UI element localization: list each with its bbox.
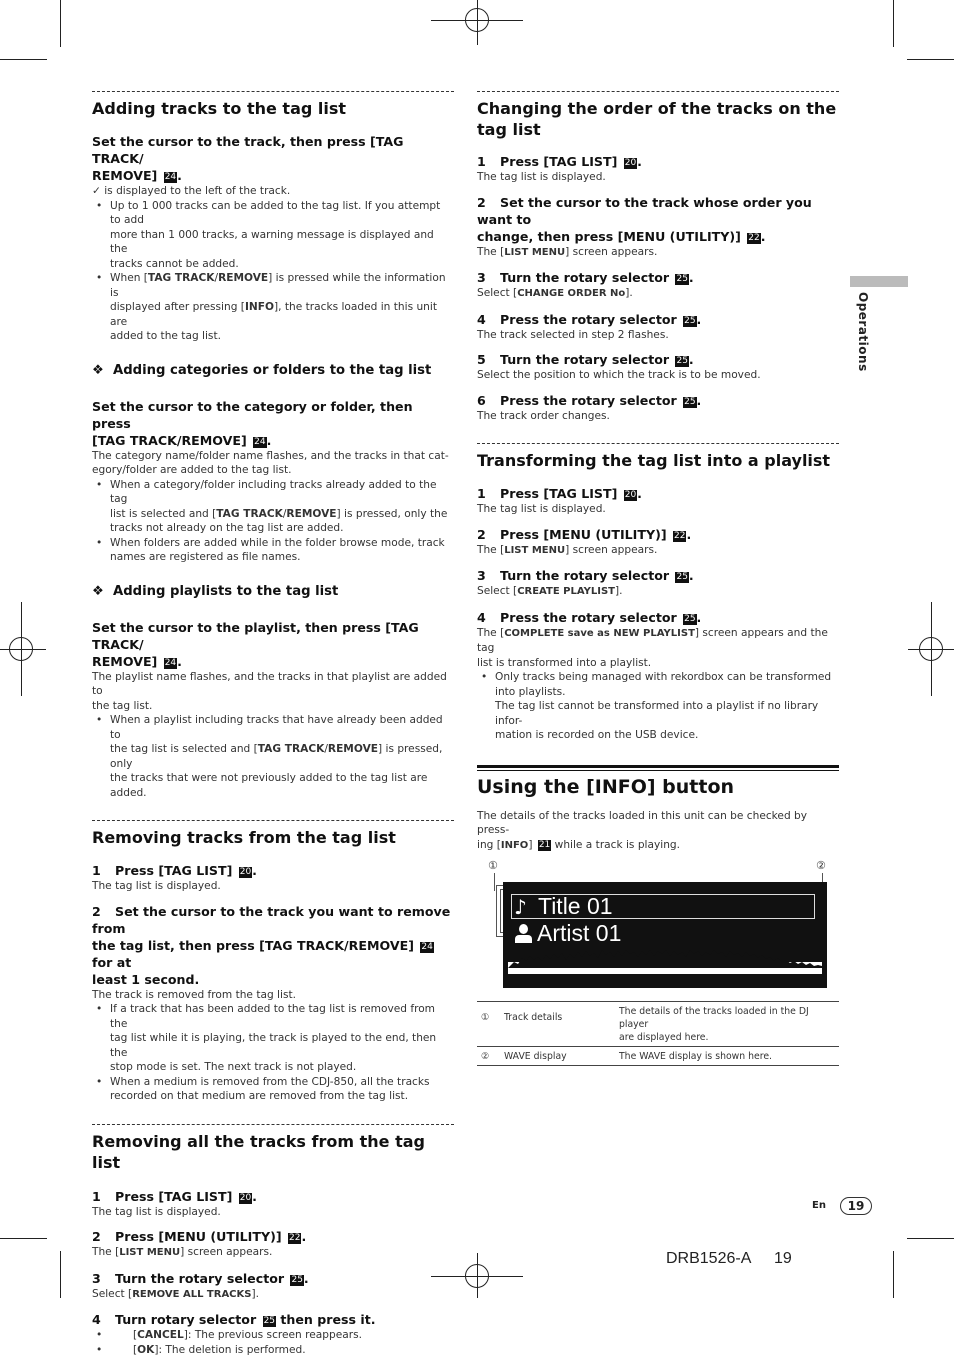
step: 3 Turn the rotary selector 25.	[477, 567, 839, 584]
step-result: The [LIST MENU] screen appears.	[477, 245, 839, 261]
page-number-badge: 19	[840, 1197, 872, 1215]
doc-page: 19	[774, 1250, 792, 1268]
bullet-item: • When [TAG TRACK/REMOVE] is pressed while the information is displayed after pressing [INFO], the tracks loaded in this unit are added to the tag list.	[92, 271, 454, 344]
step: 1 Press [TAG LIST] 20.	[477, 485, 839, 502]
bullet-item: • When a medium is removed from the CDJ-850, all the tracks recorded on that medium are removed from the tag list.	[92, 1075, 454, 1104]
legend-table	[477, 1001, 839, 1066]
subsection-heading: ❖ Adding categories or folders to the tag list	[92, 362, 454, 379]
callout-2: ②	[816, 859, 826, 872]
ref-number: 24	[253, 437, 266, 448]
wave-display	[508, 948, 822, 974]
step: 4 Turn rotary selector 25 then press it.	[92, 1311, 454, 1328]
display-title: Title 01	[538, 893, 613, 920]
step-result: Select [CHANGE ORDER No].	[477, 286, 839, 302]
ref-number: 22	[747, 233, 760, 244]
subsection-heading: ❖ Adding playlists to the tag list	[92, 583, 454, 600]
table-row: ① Track details The details of the tracks loaded in the DJ player are displayed here.	[477, 1002, 839, 1047]
step-result: Select [REMOVE ALL TRACKS].	[92, 1287, 454, 1303]
bullet-item: • When folders are added while in the folder browse mode, track names are registered as file names.	[92, 536, 454, 565]
person-icon	[513, 923, 537, 945]
step-result: The tag list is displayed.	[477, 502, 839, 517]
language-label: En	[812, 1200, 826, 1211]
ref-number: 22	[288, 1233, 301, 1244]
crop-mark	[60, 0, 61, 47]
step-result: The tag list is displayed.	[92, 1205, 454, 1220]
step: 1 Press [TAG LIST] 20.	[477, 153, 839, 170]
bullet-item: • When a category/folder including tracks already added to the tag list is selected and [TAG TRACK/REMOVE] is pressed, only the tracks not already on the tag list are added.	[92, 478, 454, 536]
crop-mark	[60, 1251, 61, 1298]
step-result: The track is removed from the tag list.	[92, 988, 454, 1003]
ref-number: 25	[675, 274, 688, 285]
right-column	[477, 86, 839, 1066]
crop-mark	[907, 59, 954, 60]
bullet-item: • [OK]: The deletion is performed.	[92, 1343, 454, 1357]
step-result: The tag list is displayed.	[477, 170, 839, 185]
step-result: Select [CREATE PLAYLIST].	[477, 584, 839, 600]
bullet-item: • Only tracks being managed with rekordbox can be transformed into playlists. The tag list cannot be transformed into a playlist if no library infor- mation is recorded on the USB device.	[477, 670, 839, 743]
side-tab-label: Operations	[856, 292, 870, 372]
step-result: The track selected in step 2 flashes.	[477, 328, 839, 343]
step-result: The tag list is displayed.	[92, 879, 454, 894]
crop-mark	[893, 0, 894, 47]
step: 2 Press [MENU (UTILITY)] 22.	[477, 526, 839, 543]
step: 2 Set the cursor to the track you want to remove from the tag list, then press [TAG TRACK/REMOVE] 24 for at least 1 second.	[92, 903, 454, 988]
music-note-icon: ♪	[514, 897, 538, 917]
instruction: Set the cursor to the track, then press [TAG TRACK/ REMOVE] 24.	[92, 133, 454, 184]
ref-number: 22	[673, 531, 686, 542]
display-artist: Artist 01	[537, 920, 621, 947]
section-heading: Using the [INFO] button	[477, 775, 839, 799]
ref-number: 25	[290, 1275, 303, 1286]
step: 6 Press the rotary selector 25.	[477, 392, 839, 409]
step: 1 Press [TAG LIST] 20.	[92, 1188, 454, 1205]
body-text: The category name/folder name flashes, and the tracks in that cat- egory/folder are added to the tag list.	[92, 449, 454, 478]
info-display-figure	[477, 859, 839, 991]
crop-mark	[907, 1238, 954, 1239]
ref-number: 25	[263, 1316, 276, 1327]
ref-number: 25	[683, 316, 696, 327]
instruction: Set the cursor to the category or folder, then press [TAG TRACK/REMOVE] 24.	[92, 398, 454, 449]
step-result: The [COMPLETE save as NEW PLAYLIST] screen appears and the tag list is transformed into a playlist.	[477, 626, 839, 671]
section-heading: Removing tracks from the tag list	[92, 821, 454, 848]
ref-number: 25	[675, 572, 688, 583]
bullet-item: • Up to 1 000 tracks can be added to the tag list. If you attempt to add more than 1 000 tracks, a warning message is displayed and the tracks cannot be added.	[92, 199, 454, 272]
ref-number: 24	[164, 658, 177, 669]
ref-number: 20	[239, 1193, 252, 1204]
ref-number: 20	[624, 158, 637, 169]
doc-code: DRB1526-A	[666, 1250, 751, 1268]
crop-mark	[0, 1238, 47, 1239]
body-text: ✓ is displayed to the left of the track.	[92, 184, 454, 199]
callout-1: ①	[488, 859, 498, 872]
ref-number: 24	[164, 172, 177, 183]
crop-mark	[0, 59, 47, 60]
step: 1 Press [TAG LIST] 20.	[92, 862, 454, 879]
step: 4 Press the rotary selector 25.	[477, 609, 839, 626]
section-heading: Changing the order of the tracks on the tag list	[477, 92, 839, 140]
ref-number: 24	[420, 942, 433, 953]
step: 2 Set the cursor to the track whose order you want to change, then press [MENU (UTILITY)] 22.	[477, 194, 839, 245]
instruction: Set the cursor to the playlist, then press [TAG TRACK/ REMOVE] 24.	[92, 619, 454, 670]
crop-mark	[893, 1251, 894, 1298]
step: 2 Press [MENU (UTILITY)] 22.	[92, 1228, 454, 1245]
step-result: The [LIST MENU] screen appears.	[92, 1245, 454, 1261]
body-text: The details of the tracks loaded in this unit can be checked by press- ing [INFO] 21 while a track is playing.	[477, 809, 839, 854]
step: 5 Turn the rotary selector 25.	[477, 351, 839, 368]
ref-number: 20	[624, 490, 637, 501]
step: 3 Turn the rotary selector 25.	[477, 269, 839, 286]
step-result: The [LIST MENU] screen appears.	[477, 543, 839, 559]
section-heading: Removing all the tracks from the tag list	[92, 1125, 454, 1173]
ref-number: 25	[675, 356, 688, 367]
section-heading: Transforming the tag list into a playlist	[477, 444, 839, 471]
title-row	[511, 894, 815, 919]
table-row: ② WAVE display The WAVE display is shown here.	[477, 1047, 839, 1066]
side-tab-bar	[850, 276, 908, 287]
body-text: The playlist name flashes, and the tracks in that playlist are added to the tag list.	[92, 670, 454, 714]
ref-number: 25	[683, 397, 696, 408]
step: 4 Press the rotary selector 25.	[477, 311, 839, 328]
bullet-item: • [CANCEL]: The previous screen reappears.	[92, 1328, 454, 1343]
bullet-item: • If a track that has been added to the tag list is removed from the tag list while it is playing, the track is played to the end, then the stop mode is set. The next track is not played.	[92, 1002, 454, 1075]
step-result: Select the position to which the track is to be moved.	[477, 368, 839, 383]
ref-number: 21	[538, 840, 551, 851]
bullet-item: • When a playlist including tracks that have already been added to the tag list is selected and [TAG TRACK/REMOVE] is pressed, only the tracks that were not previously added to the tag list are added.	[92, 713, 454, 800]
ref-number: 20	[239, 867, 252, 878]
step-result: The track order changes.	[477, 409, 839, 424]
ref-number: 25	[683, 614, 696, 625]
lcd-screen	[503, 882, 827, 988]
artist-row	[511, 921, 815, 946]
left-column	[92, 86, 454, 1357]
step: 3 Turn the rotary selector 25.	[92, 1270, 454, 1287]
section-heading: Adding tracks to the tag list	[92, 92, 454, 119]
